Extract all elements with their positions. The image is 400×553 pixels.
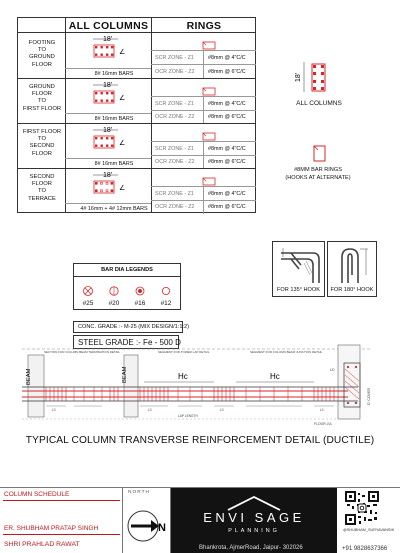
dim-label: 18' <box>295 72 302 82</box>
spacing-label: #8mm @ 4"C/C <box>208 191 246 197</box>
legend-label: #16 <box>134 300 146 307</box>
client-name: SHRI PRAHLAD RAWAT <box>4 541 80 548</box>
zone-label: OCR ZONE - Z2 <box>155 69 195 75</box>
bar-dia-legend <box>73 263 181 310</box>
ring-icon <box>198 40 220 52</box>
dim-label: 18' <box>103 82 113 89</box>
phone-number: +91 9828637366 <box>342 546 388 552</box>
section-note: SECTION FOR COLUMN BEAM TERMINATION DETAIL <box>44 350 121 354</box>
cell-divider <box>65 68 151 78</box>
steel-grade: STEEL GRADE :- Fe - 500 D <box>78 338 181 347</box>
floor-label: FOOTING TO GROUND FLOOR <box>28 40 56 68</box>
table-divider <box>18 78 255 79</box>
company-address: Bhankrota, AjmerRoad, Jaipur- 302026 <box>199 545 303 551</box>
dim-label: 18' <box>103 127 113 134</box>
cell-divider <box>65 203 151 214</box>
hc-label: Hc <box>178 372 188 381</box>
concrete-grade: CONC. GRADE :- M-25 (MIX DESIGN/1:1:2) <box>78 324 189 330</box>
svg-text:∠: ∠ <box>119 140 126 147</box>
bars-label: 8# 16mm BARS <box>94 116 134 122</box>
logo-main-text: ENVI SAGE <box>203 510 305 525</box>
legend-symbols <box>80 284 176 298</box>
ring-icon <box>198 176 220 188</box>
hc-label: Hc <box>270 372 280 381</box>
spacing-label: #8mm @ 6"C/C <box>208 204 246 210</box>
column-section-icon <box>88 126 130 158</box>
cell-divider <box>203 186 204 214</box>
company-logo <box>171 488 337 553</box>
zone-label: OCR ZONE - Z2 <box>155 159 195 165</box>
bar-20-symbol <box>110 287 118 295</box>
logo-sub-text: PLANNING <box>228 528 280 534</box>
detail-title: TYPICAL COLUMN TRANSVERSE REINFORCEMENT DETAIL (DUCTILE) <box>25 435 375 446</box>
l0-label: L0 <box>148 408 152 412</box>
column-section-icon <box>88 171 130 203</box>
hook-180-drawing <box>332 245 374 285</box>
zone-label: OCR ZONE - Z2 <box>155 204 195 210</box>
spacing-label: #8mm @ 6"C/C <box>208 69 246 75</box>
rings-label: #8MM BAR RINGS (HOOKS AT ALTERNATE) <box>285 167 351 181</box>
zone-label: SCR ZONE - Z1 <box>155 146 194 152</box>
section-note: SEGMENT FOR TOWER LAP DETAIL <box>158 350 210 354</box>
spacing-label: #8mm @ 6"C/C <box>208 159 246 165</box>
zone-label: SCR ZONE - Z1 <box>155 191 194 197</box>
social-handle: @SHUBHAM_SURYAVANSHI <box>343 528 395 532</box>
column-section-icon <box>88 81 130 113</box>
column-schedule-table <box>17 17 256 213</box>
table-divider <box>18 32 255 33</box>
zone-label: SCR ZONE - Z1 <box>155 55 194 61</box>
ring-icon <box>198 131 220 143</box>
north-letter: N <box>158 522 166 534</box>
bars-label: 4# 16mm + 4# 12mm BARS <box>80 206 148 212</box>
l0-label: L0 <box>320 408 324 412</box>
spacing-label: #8mm @ 6"C/C <box>208 114 246 120</box>
svg-text:∠: ∠ <box>119 185 126 192</box>
column-elevation-detail <box>18 343 382 429</box>
l0-label: L0 <box>52 408 56 412</box>
table-divider <box>18 123 255 124</box>
bar-12-symbol <box>162 287 169 294</box>
zone-label: OCR ZONE - Z2 <box>155 114 195 120</box>
north-label: NORTH <box>128 490 150 495</box>
cell-divider <box>203 96 204 123</box>
beam-label: BEAM <box>26 368 32 385</box>
bars-label: 8# 16mm BARS <box>94 161 134 167</box>
legend-label: #12 <box>160 300 172 307</box>
concrete-grade-box <box>73 321 189 333</box>
ring-icon <box>198 86 220 98</box>
bar-25-symbol <box>84 287 93 296</box>
hook-135-label: FOR 135° HOOK <box>277 287 320 293</box>
all-columns-section-icon <box>290 58 350 100</box>
qr-code-icon[interactable] <box>345 491 379 525</box>
cell-divider <box>203 50 204 78</box>
svg-text:∠: ∠ <box>119 49 126 56</box>
spacing-label: #8mm @ 4"C/C <box>208 55 246 61</box>
table-divider <box>18 168 255 169</box>
legend-label: #25 <box>82 300 94 307</box>
hook-180-box <box>327 241 377 297</box>
cell-divider <box>203 141 204 168</box>
dim-label: 18' <box>103 36 113 43</box>
spacing-label: #8mm @ 4"C/C <box>208 146 246 152</box>
section-note: SEGMENT FOR COLUMN BEAM JUNCTION DETAIL <box>250 350 323 354</box>
bars-label: 8# 16mm BARS <box>94 71 134 77</box>
svg-text:∠: ∠ <box>119 95 126 102</box>
legend-title: BAR DIA LEGENDS <box>101 267 153 273</box>
stirrups-sparse <box>74 387 302 401</box>
header-rings: RINGS <box>186 20 222 32</box>
floor-label: SECOND FLOOR TO TERRACE <box>28 174 56 202</box>
cover-label: D' COVER <box>367 387 371 405</box>
header-all-columns: ALL COLUMNS <box>68 20 149 32</box>
hook-135-box <box>272 241 325 297</box>
drawing-name: COLUMN SCHEDULE <box>4 491 70 498</box>
spacing-label: #8mm @ 4"C/C <box>208 101 246 107</box>
floor-label: GROUND FLOOR TO FIRST FLOOR <box>22 84 62 112</box>
bar-16-symbol <box>136 287 144 295</box>
all-columns-label: ALL COLUMNS <box>296 100 342 107</box>
north-arrow-icon <box>127 500 169 550</box>
lap-note: LAP LENGTH <box>178 414 198 418</box>
legend-label: #20 <box>108 300 120 307</box>
column-section-icon <box>88 35 130 67</box>
ring-detail-icon <box>310 143 330 165</box>
floor-level-label: FLOOR LVL <box>314 422 333 426</box>
svg-text:LD: LD <box>330 368 335 372</box>
beam-label: BEAM <box>122 366 128 383</box>
engineer-name: ER. SHUBHAM PRATAP SINGH <box>4 525 99 532</box>
cell-divider <box>65 158 151 168</box>
dim-label: 18' <box>103 172 113 179</box>
zone-label: SCR ZONE - Z1 <box>155 101 194 107</box>
hook-135-drawing <box>277 245 323 285</box>
cell-divider <box>65 113 151 123</box>
hook-180-label: FOR 180° HOOK <box>330 287 374 293</box>
floor-label: FIRST FLOOR TO SECOND FLOOR <box>22 129 62 157</box>
l0-label: L0 <box>220 408 224 412</box>
